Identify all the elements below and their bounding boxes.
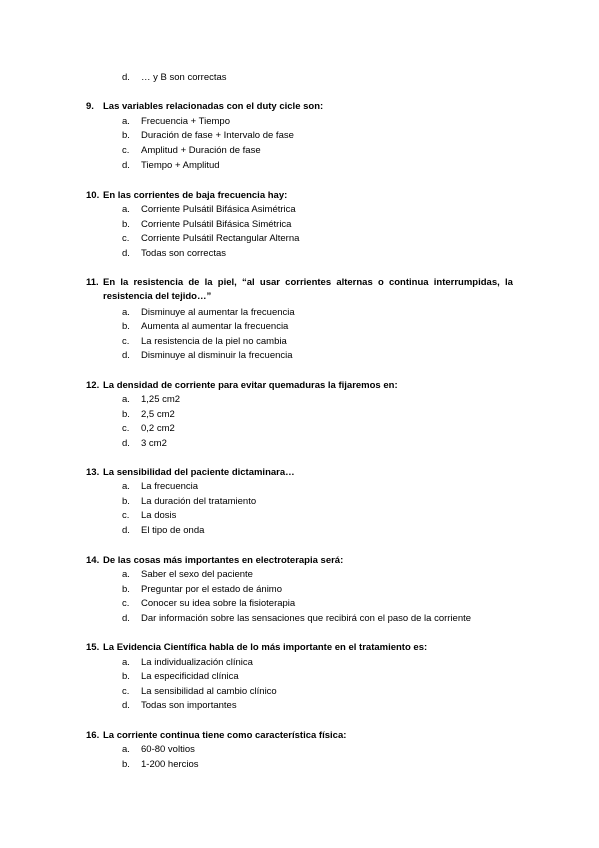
option-d xyxy=(122,160,220,172)
option-letter: a. xyxy=(122,204,130,215)
question-14 xyxy=(86,555,343,567)
question-number: 13. xyxy=(86,467,100,478)
option-text: Frecuencia + Tiempo xyxy=(141,116,230,127)
question-text: Las variables relacionadas con el duty cicle son: xyxy=(103,101,324,112)
question-10 xyxy=(86,190,287,202)
option-letter: a. xyxy=(122,481,130,492)
option-letter: c. xyxy=(122,510,130,521)
option-text: Todas son correctas xyxy=(141,248,227,259)
option-text: La duración del tratamiento xyxy=(141,496,257,507)
option-letter: a. xyxy=(122,569,130,580)
option-a xyxy=(122,657,253,669)
option-text: Corriente Pulsátil Bifásica Simétrica xyxy=(141,219,292,230)
question-13 xyxy=(86,467,295,479)
option-text: Corriente Pulsátil Bifásica Asimétrica xyxy=(141,204,296,215)
option-d xyxy=(122,438,167,450)
word: la xyxy=(504,277,513,288)
option-letter: c. xyxy=(122,145,130,156)
option-text: La individualización clínica xyxy=(141,657,253,668)
word: la xyxy=(120,277,129,288)
option-letter: c. xyxy=(122,233,130,244)
question-text: De las cosas más importantes en electroterapia será: xyxy=(103,555,344,566)
option-letter: b. xyxy=(122,130,130,141)
option-letter: c. xyxy=(122,336,130,347)
option-c xyxy=(122,510,176,522)
option-letter: d. xyxy=(122,350,130,361)
question-text-line-1 xyxy=(103,277,513,289)
option-b xyxy=(122,759,199,771)
word: resistencia xyxy=(133,277,184,288)
option-a xyxy=(122,307,295,319)
option-c xyxy=(122,336,287,348)
question-11 xyxy=(86,277,103,289)
word: En xyxy=(103,277,116,288)
option-letter: c. xyxy=(122,423,130,434)
option-letter: d. xyxy=(122,248,130,259)
option-letter: d. xyxy=(122,525,130,536)
option-b xyxy=(122,219,291,231)
option-letter: b. xyxy=(122,671,130,682)
option-b xyxy=(122,321,288,333)
question-15 xyxy=(86,642,427,654)
option-text: Conocer su idea sobre la fisioterapia xyxy=(141,598,296,609)
question-text: La Evidencia Científica habla de lo más importante en el tratamiento es: xyxy=(103,642,428,653)
option-text: 2,5 cm2 xyxy=(141,409,175,420)
option-text: Disminuye al aumentar la frecuencia xyxy=(141,307,295,318)
option-text: La dosis xyxy=(141,510,177,521)
option-b xyxy=(122,409,175,421)
word: piel, xyxy=(217,277,237,288)
option-letter: b. xyxy=(122,496,130,507)
question-number: 16. xyxy=(86,730,100,741)
option-text: Corriente Pulsátil Rectangular Alterna xyxy=(141,233,300,244)
option-letter: a. xyxy=(122,307,130,318)
option-a xyxy=(122,204,296,216)
option-text: La frecuencia xyxy=(141,481,199,492)
option-letter: b. xyxy=(122,321,130,332)
word: corrientes xyxy=(285,277,332,288)
option-a xyxy=(122,569,253,581)
word: interrumpidas, xyxy=(433,277,500,288)
option-c xyxy=(122,145,261,157)
word: o xyxy=(377,277,384,288)
option-letter: c. xyxy=(122,598,130,609)
option-letter: d. xyxy=(122,700,130,711)
option-letter: a. xyxy=(122,394,130,405)
option-text: Aumenta al aumentar la frecuencia xyxy=(141,321,289,332)
question-number: 14. xyxy=(86,555,100,566)
option-d xyxy=(122,525,204,537)
option-text: La resistencia de la piel no cambia xyxy=(141,336,287,347)
option-text: Duración de fase + Intervalo de fase xyxy=(141,130,294,141)
option-a xyxy=(122,744,195,756)
option-letter: c. xyxy=(122,686,130,697)
question-number: 10. xyxy=(86,190,100,201)
option-text: El tipo de onda xyxy=(141,525,205,536)
question-12 xyxy=(86,380,398,392)
question-9 xyxy=(86,101,323,113)
word: alternas xyxy=(336,277,373,288)
option-letter: d. xyxy=(122,160,130,171)
option-letter: b. xyxy=(122,219,130,230)
option-text: Saber el sexo del paciente xyxy=(141,569,253,580)
option-text: La especificidad clínica xyxy=(141,671,239,682)
option-text: 60-80 voltios xyxy=(141,744,195,755)
word: continua xyxy=(388,277,429,288)
question-text: La corriente continua tiene como característica física: xyxy=(103,730,347,741)
option-c xyxy=(122,423,175,435)
option-b xyxy=(122,130,294,142)
word: usar xyxy=(259,277,280,288)
option-text: Dar información sobre las sensaciones que recibirá con el paso de la corriente xyxy=(141,613,472,624)
question-number: 11. xyxy=(86,277,99,288)
option-letter: a. xyxy=(122,744,130,755)
option-d xyxy=(122,613,471,625)
option-letter: b. xyxy=(122,759,130,770)
word: la xyxy=(204,277,213,288)
option-text: 0,2 cm2 xyxy=(141,423,175,434)
option-d xyxy=(122,248,226,260)
option-letter: a. xyxy=(122,657,130,668)
option-a xyxy=(122,394,180,406)
option-text: 3 cm2 xyxy=(141,438,167,449)
question-text: La densidad de corriente para evitar quemaduras la fijaremos en: xyxy=(103,380,398,391)
option-letter: d. xyxy=(122,613,130,624)
option-letter: d. xyxy=(122,72,130,83)
word: “al xyxy=(242,277,255,288)
word: de xyxy=(188,277,200,288)
option-text: La sensibilidad al cambio clínico xyxy=(141,686,277,697)
option-text: Amplitud + Duración de fase xyxy=(141,145,261,156)
option-c xyxy=(122,233,299,245)
question-number: 15. xyxy=(86,642,100,653)
option-text: Todas son importantes xyxy=(141,700,237,711)
question-number: 12. xyxy=(86,380,100,391)
option-a xyxy=(122,116,230,128)
option-letter: a. xyxy=(122,116,130,127)
option-d xyxy=(122,700,237,712)
option-d xyxy=(122,72,227,84)
option-letter: d. xyxy=(122,438,130,449)
option-a xyxy=(122,481,198,493)
option-text: Tiempo + Amplitud xyxy=(141,160,220,171)
question-text: La sensibilidad del paciente dictaminara… xyxy=(103,467,295,478)
option-d xyxy=(122,350,293,362)
option-letter: b. xyxy=(122,409,130,420)
question-16 xyxy=(86,730,346,742)
option-c xyxy=(122,686,277,698)
option-text: 1,25 cm2 xyxy=(141,394,181,405)
option-text: … y B son correctas xyxy=(141,72,227,83)
question-text: En las corrientes de baja frecuencia hay: xyxy=(103,190,288,201)
question-number: 9. xyxy=(86,101,94,112)
option-text: Disminuye al disminuir la frecuencia xyxy=(141,350,293,361)
option-text: Preguntar por el estado de ánimo xyxy=(141,584,283,595)
question-text-line-2: resistencia del tejido…” xyxy=(103,291,212,302)
option-letter: b. xyxy=(122,584,130,595)
option-b xyxy=(122,496,256,508)
option-b xyxy=(122,584,282,596)
option-text: 1-200 hercios xyxy=(141,759,199,770)
option-b xyxy=(122,671,239,683)
option-c xyxy=(122,598,295,610)
